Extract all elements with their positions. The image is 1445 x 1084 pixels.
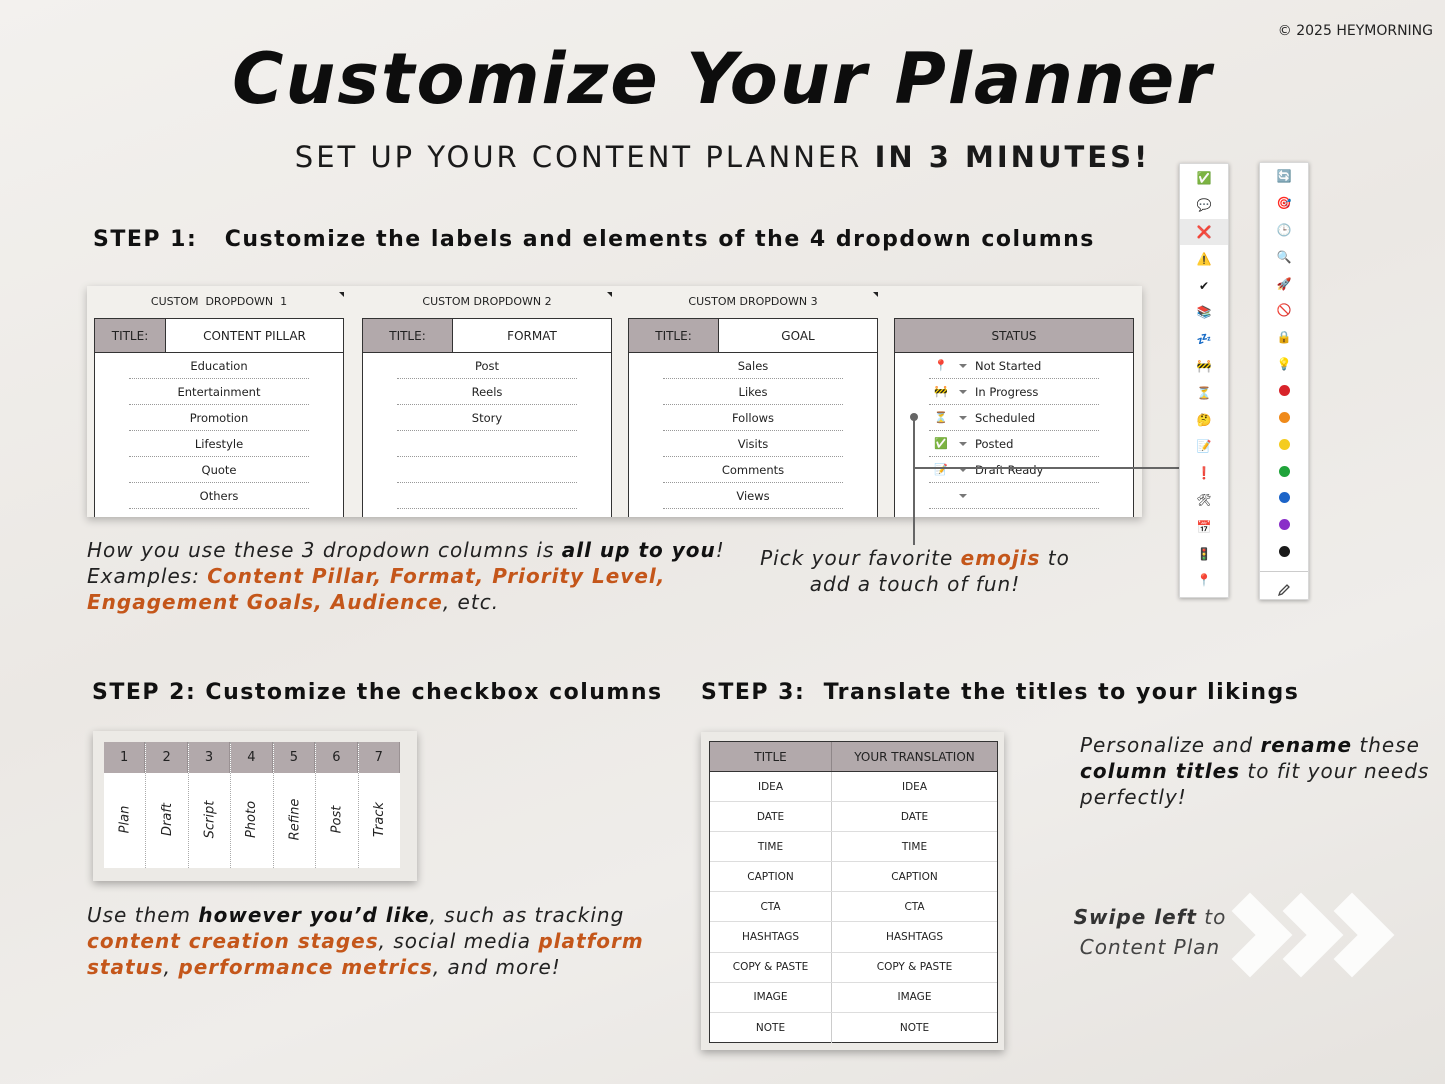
note-text: Examples: — [87, 564, 208, 588]
swipe-text: Content Plan — [1079, 935, 1221, 959]
traffic-light-icon[interactable]: 🚦 — [1196, 546, 1212, 561]
translation-cell[interactable]: IDEA — [902, 780, 927, 793]
table-row — [710, 892, 997, 922]
dropdown-item[interactable]: Education — [129, 353, 309, 379]
title-cell: CTA — [710, 892, 832, 921]
note-text: Personalize and — [1080, 733, 1261, 757]
table-row — [710, 983, 997, 1013]
title-cell: NOTE — [710, 1013, 832, 1043]
checkbox-column[interactable] — [189, 742, 231, 868]
column-number: 6 — [316, 742, 357, 773]
step1-heading: STEP 1: Customize the labels and elements of the 4 dropdown columns — [93, 227, 1095, 252]
title-cell: CAPTION — [710, 862, 832, 891]
dropdown-header: CUSTOM DROPDOWN 1 — [94, 286, 344, 318]
translation-cell[interactable]: TIME — [901, 840, 928, 853]
swipe-hint — [1070, 902, 1230, 962]
column-label: Refine — [286, 798, 302, 841]
dropdown-table — [94, 318, 344, 517]
note-text: add a touch of fun! — [809, 572, 1021, 596]
checkbox-column[interactable] — [359, 742, 400, 868]
translation-cell[interactable]: DATE — [900, 810, 929, 823]
column-label: Track — [371, 802, 387, 837]
swipe-chevrons[interactable] — [1228, 890, 1398, 980]
pin-icon: 📍 — [934, 359, 948, 372]
column-header: TITLE — [710, 742, 832, 771]
chevron-down-icon[interactable] — [959, 364, 967, 368]
dropdown-header: CUSTOM DROPDOWN 3 — [628, 286, 878, 318]
note-text: , and more! — [432, 955, 561, 979]
construction-icon: 🚧 — [934, 385, 948, 398]
column-label: Photo — [244, 800, 260, 839]
subtitle-bold: IN 3 MINUTES! — [874, 140, 1151, 174]
lock-icon[interactable]: 🔒 — [1276, 330, 1292, 345]
note-highlight: Engagement Goals, Audience — [87, 590, 443, 614]
warning-icon[interactable]: ⚠️ — [1196, 251, 1212, 266]
blue-dot-icon[interactable] — [1260, 485, 1308, 512]
checkbox-sheet — [93, 731, 417, 881]
clock-icon[interactable]: 🕒 — [1276, 222, 1292, 237]
checkbox-column[interactable] — [316, 742, 358, 868]
table-row — [710, 922, 997, 952]
target-icon[interactable]: 🎯 — [1276, 196, 1292, 211]
note-highlight: content creation stages — [87, 929, 379, 953]
dropdown-item[interactable]: Visits — [663, 431, 843, 457]
note-highlight: status — [87, 955, 164, 979]
dropdown-item[interactable]: Reels — [397, 379, 577, 405]
table-row — [710, 802, 997, 832]
column-label: Script — [201, 800, 217, 839]
status-header: STATUS — [895, 319, 1133, 353]
status-label: Not Started — [975, 358, 1042, 373]
orange-dot-icon[interactable] — [1260, 404, 1308, 431]
note-text: to — [1040, 546, 1070, 570]
dropdown-item[interactable]: Comments — [663, 457, 843, 483]
title-cell: IDEA — [710, 772, 832, 801]
dropdown-table — [628, 318, 878, 517]
table-row — [710, 953, 997, 983]
checkbox-column[interactable] — [274, 742, 317, 868]
note-highlight: emojis — [960, 546, 1041, 570]
magnifier-icon[interactable]: 🔍 — [1276, 249, 1292, 264]
dropdown-item[interactable]: Post — [397, 353, 577, 379]
checkmark-icon[interactable]: ✔ — [1198, 278, 1210, 293]
green-dot-icon[interactable] — [1260, 458, 1308, 485]
title-input[interactable]: CONTENT PILLAR — [203, 328, 306, 343]
checkbox-table — [104, 742, 400, 868]
dropdown-item[interactable]: Story — [397, 405, 577, 431]
page-title: Customize Your Planner — [232, 38, 1213, 120]
dropdown-item[interactable]: Quote — [129, 457, 309, 483]
column-number: 1 — [104, 742, 145, 773]
table-row — [710, 1013, 997, 1043]
chevron-right-icon — [1310, 893, 1395, 978]
calendar-icon[interactable]: 📅 — [1196, 519, 1212, 534]
dropdown-table — [362, 318, 612, 517]
translation-cell[interactable]: IMAGE — [897, 991, 932, 1004]
title-cell: COPY & PASTE — [710, 953, 832, 982]
note-text: , social media — [378, 929, 539, 953]
black-dot-icon[interactable] — [1260, 538, 1308, 565]
note-text: these — [1352, 733, 1420, 757]
step2-heading: STEP 2: Customize the checkbox columns — [92, 680, 663, 705]
note-highlight: Content Pillar, Format, Priority Level, — [207, 564, 666, 588]
purple-dot-icon[interactable] — [1260, 511, 1308, 538]
translation-table — [709, 741, 998, 1043]
note-text: ! — [715, 538, 725, 562]
column-number: 4 — [231, 742, 272, 773]
hourglass-icon: ⏳ — [934, 411, 948, 424]
note-bold: column titles — [1080, 759, 1241, 783]
translation-cell[interactable]: NOTE — [899, 1021, 930, 1034]
pin-icon[interactable]: 📍 — [1196, 573, 1212, 588]
dropdown-item[interactable] — [397, 431, 577, 457]
note-text: , — [163, 955, 179, 979]
note-bold: all up to you — [561, 538, 716, 562]
dropdown-item[interactable]: Lifestyle — [129, 431, 309, 457]
note-text: perfectly! — [1080, 785, 1187, 809]
table-row — [710, 832, 997, 862]
title-input[interactable]: GOAL — [781, 328, 815, 343]
emoji-note — [760, 545, 1070, 597]
dropdown-item[interactable]: Views — [663, 483, 843, 509]
title-cell: DATE — [710, 802, 832, 831]
column-label: Draft — [159, 803, 175, 836]
title-label: TITLE: — [95, 319, 166, 352]
note-bold: however you’d like — [198, 903, 430, 927]
dropdown-item[interactable]: Follows — [663, 405, 843, 431]
books-icon[interactable]: 📚 — [1196, 305, 1212, 320]
note-text: , such as tracking — [429, 903, 625, 927]
dropdown-item[interactable]: Likes — [663, 379, 843, 405]
dropdown-item[interactable] — [397, 483, 577, 509]
dropdown-item[interactable]: Sales — [663, 353, 843, 379]
status-label: Scheduled — [975, 410, 1036, 425]
prohibited-icon[interactable]: 🚫 — [1276, 303, 1292, 318]
note-highlight: platform — [538, 929, 644, 953]
column-number: 5 — [274, 742, 316, 773]
connector-arrow — [900, 400, 1210, 550]
cross-mark-icon[interactable]: ❌ — [1180, 219, 1228, 246]
status-label: Posted — [975, 436, 1014, 451]
memo-icon[interactable]: 📝 — [1196, 439, 1212, 454]
note-text: to fit your needs — [1240, 759, 1430, 783]
title-label: TITLE: — [363, 319, 453, 352]
table-row — [710, 772, 997, 802]
speech-bubble-icon[interactable]: 💬 — [1196, 198, 1212, 213]
table-row — [710, 862, 997, 892]
step3-note — [1080, 732, 1429, 810]
step2-note — [87, 902, 644, 980]
checkbox-column[interactable] — [146, 742, 188, 868]
column-header: YOUR TRANSLATION — [854, 749, 975, 764]
translation-sheet — [701, 732, 1004, 1050]
note-bold: rename — [1260, 733, 1353, 757]
note-text: Pick your favorite — [760, 546, 961, 570]
subtitle-normal: SET UP YOUR CONTENT PLANNER — [294, 140, 875, 174]
refresh-icon[interactable]: 🔄 — [1276, 169, 1292, 184]
check-mark-icon[interactable]: ✅ — [1196, 171, 1212, 186]
check-mark-icon: ✅ — [934, 437, 948, 450]
column-number: 3 — [189, 742, 230, 773]
dropdown-item[interactable]: Entertainment — [129, 379, 309, 405]
step1-note — [87, 537, 725, 615]
hourglass-icon[interactable]: ⏳ — [1196, 385, 1212, 400]
dropdown-item[interactable] — [397, 457, 577, 483]
translation-cell[interactable]: CTA — [904, 900, 925, 913]
title-label: TITLE: — [629, 319, 719, 352]
construction-icon[interactable]: 🚧 — [1196, 358, 1212, 373]
memo-icon: 📝 — [934, 463, 948, 476]
yellow-dot-icon[interactable] — [1260, 431, 1308, 458]
pencil-icon[interactable] — [1260, 571, 1308, 609]
dropdown-header: CUSTOM DROPDOWN 2 — [362, 286, 612, 318]
checkbox-column[interactable] — [104, 742, 146, 868]
title-cell: IMAGE — [710, 983, 832, 1012]
translation-cell[interactable]: COPY & PASTE — [876, 961, 953, 974]
column-label: Post — [329, 805, 345, 834]
status-item[interactable] — [929, 353, 1099, 379]
lightbulb-icon[interactable]: 💡 — [1276, 356, 1292, 371]
status-label: In Progress — [975, 384, 1039, 399]
dropdown-item[interactable]: Promotion — [129, 405, 309, 431]
exclamation-icon[interactable]: ❗ — [1196, 466, 1212, 481]
title-cell: TIME — [710, 832, 832, 861]
thinking-face-icon[interactable]: 🤔 — [1196, 412, 1212, 427]
dropdown-column-1 — [94, 286, 344, 517]
dropdown-column-2 — [362, 286, 612, 517]
copyright: © 2025 HEYMORNING — [1277, 23, 1433, 39]
rocket-icon[interactable]: 🚀 — [1276, 276, 1292, 291]
chevron-down-icon[interactable] — [959, 390, 967, 394]
step3-heading: STEP 3: Translate the titles to your likings — [701, 680, 1300, 705]
status-label: Draft Ready — [975, 462, 1044, 477]
translation-cell[interactable]: HASHTAGS — [885, 931, 944, 944]
title-cell: HASHTAGS — [710, 922, 832, 951]
checkbox-column[interactable] — [231, 742, 273, 868]
column-number: 7 — [359, 742, 400, 773]
note-text: , etc. — [442, 590, 500, 614]
column-label: Plan — [117, 805, 133, 834]
note-highlight: performance metrics — [178, 955, 433, 979]
note-text: Use them — [87, 903, 199, 927]
column-number: 2 — [146, 742, 187, 773]
swipe-bold: Swipe left — [1073, 905, 1197, 929]
swipe-text: to — [1196, 905, 1227, 929]
red-dot-icon[interactable] — [1260, 377, 1308, 404]
emoji-picker-right — [1259, 162, 1309, 600]
dropdown-item[interactable]: Others — [129, 483, 309, 509]
title-input[interactable]: FORMAT — [507, 328, 557, 343]
zzz-icon[interactable]: 💤 — [1196, 332, 1212, 347]
tools-icon[interactable]: 🛠 — [1196, 492, 1212, 507]
note-text: How you use these 3 dropdown columns is — [87, 538, 562, 562]
dropdown-column-3 — [628, 286, 878, 517]
translation-cell[interactable]: CAPTION — [891, 870, 938, 883]
emoji-picker-left — [1179, 163, 1229, 598]
